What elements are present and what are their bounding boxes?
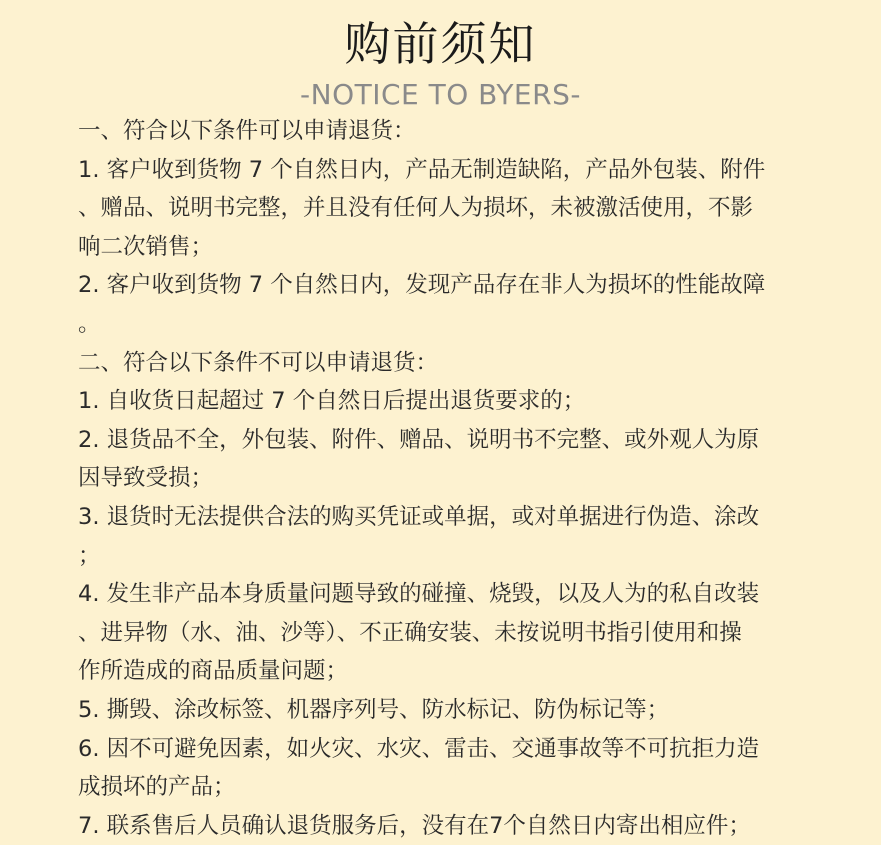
- text-line: 5. 撕毁、涂改标签、机器序列号、防水标记、防伪标记等；: [78, 696, 670, 723]
- text-line: 二、符合以下条件不可以申请退货：: [78, 349, 439, 376]
- text-line: 响二次销售；: [78, 233, 214, 260]
- text-line: 因导致受损；: [78, 465, 214, 492]
- text-line: 2. 客户收到货物 7 个自然日内，发现产品存在非人为损坏的性能故障: [78, 272, 766, 299]
- text-line: 3. 退货时无法提供合法的购买凭证或单据，或对单据进行伪造、涂改: [78, 503, 760, 530]
- text-line: 6. 因不可避免因素，如火灾、水灾、雷击、交通事故等不可抗拒力造: [78, 735, 760, 762]
- text-line: 2. 退货品不全，外包装、附件、赠品、说明书不完整、或外观人为原: [78, 426, 760, 453]
- text-line: 4. 发生非产品本身质量问题导致的碰撞、烧毁，以及人为的私自改装: [78, 581, 760, 608]
- page-title: 购前须知: [344, 17, 537, 71]
- text-line: 作所造成的商品质量问题；: [78, 658, 349, 685]
- text-line: 一、符合以下条件可以申请退货：: [78, 118, 416, 144]
- text-line: ；: [78, 542, 101, 569]
- page-subtitle: -NOTICE TO BYERS-: [300, 78, 581, 111]
- text-line: 成损坏的产品；: [78, 774, 236, 801]
- text-line: 1. 客户收到货物 7 个自然日内，产品无制造缺陷，产品外包装、附件: [78, 156, 766, 183]
- text-line: 、进异物（水、油、沙等）、不正确安装、未按说明书指引使用和操: [78, 619, 742, 646]
- text-line: 7. 联系售后人员确认退货服务后，没有在7个自然日内寄出相应件；: [78, 812, 751, 839]
- text-line: 、赠品、说明书完整，并且没有任何人为损坏，未被激活使用，不影: [78, 195, 754, 222]
- notice-text-block: [78, 112, 858, 845]
- text-line: 。: [78, 310, 101, 337]
- text-line: 1. 自收货日起超过 7 个自然日后提出退货要求的；: [78, 388, 586, 415]
